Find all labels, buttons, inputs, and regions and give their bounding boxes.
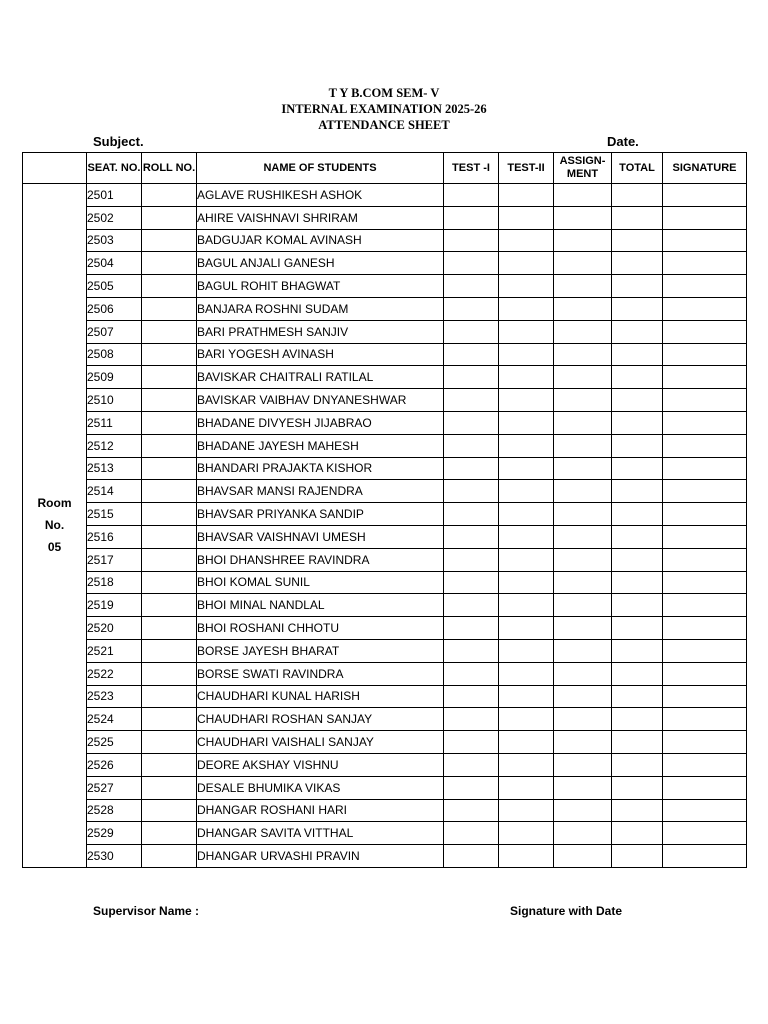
student-name-cell: BORSE SWATI RAVINDRA	[197, 662, 444, 685]
test2-cell[interactable]	[499, 799, 554, 822]
seat-number-cell: 2516	[87, 525, 142, 548]
seat-number-cell: 2509	[87, 366, 142, 389]
seat-number-cell: 2510	[87, 389, 142, 412]
test2-cell[interactable]	[499, 776, 554, 799]
roll-number-cell[interactable]	[142, 503, 197, 526]
assignment-cell[interactable]	[554, 184, 612, 207]
roll-number-cell[interactable]	[142, 252, 197, 275]
assignment-cell[interactable]	[554, 389, 612, 412]
table-row	[23, 320, 747, 343]
assignment-cell[interactable]	[554, 799, 612, 822]
table-row	[23, 571, 747, 594]
signature-cell[interactable]	[663, 366, 747, 389]
student-name-cell: BAGUL ANJALI GANESH	[197, 252, 444, 275]
roll-number-cell[interactable]	[142, 297, 197, 320]
test1-cell[interactable]	[444, 685, 499, 708]
student-name-cell: DEORE AKSHAY VISHNU	[197, 753, 444, 776]
test1-cell[interactable]	[444, 776, 499, 799]
test2-cell[interactable]	[499, 845, 554, 868]
student-name-cell: DHANGAR SAVITA VITTHAL	[197, 822, 444, 845]
table-row	[23, 275, 747, 298]
seat-no-header: SEAT. NO.	[87, 153, 142, 184]
signature-cell[interactable]	[663, 548, 747, 571]
room-label-line: Room	[37, 496, 72, 511]
seat-number-cell: 2526	[87, 753, 142, 776]
signature-cell[interactable]	[663, 799, 747, 822]
test2-cell[interactable]	[499, 662, 554, 685]
total-cell[interactable]	[612, 548, 663, 571]
total-cell[interactable]	[612, 776, 663, 799]
seat-number-cell: 2525	[87, 731, 142, 754]
test1-cell[interactable]	[444, 184, 499, 207]
test1-cell[interactable]	[444, 662, 499, 685]
signature-cell[interactable]	[663, 594, 747, 617]
table-row	[23, 594, 747, 617]
test2-cell[interactable]	[499, 320, 554, 343]
test2-cell[interactable]	[499, 366, 554, 389]
roll-number-cell[interactable]	[142, 184, 197, 207]
total-cell[interactable]	[612, 753, 663, 776]
table-row	[23, 639, 747, 662]
seat-number-cell: 2506	[87, 297, 142, 320]
student-name-header: NAME OF STUDENTS	[197, 153, 444, 184]
total-cell[interactable]	[612, 411, 663, 434]
signature-cell[interactable]	[663, 320, 747, 343]
seat-number-cell: 2515	[87, 503, 142, 526]
total-cell[interactable]	[612, 206, 663, 229]
table-row	[23, 297, 747, 320]
test1-cell[interactable]	[444, 389, 499, 412]
table-row	[23, 548, 747, 571]
assignment-cell[interactable]	[554, 525, 612, 548]
roll-number-cell[interactable]	[142, 731, 197, 754]
test1-header: TEST -I	[444, 153, 499, 184]
signature-cell[interactable]	[663, 411, 747, 434]
roll-number-cell[interactable]	[142, 685, 197, 708]
table-header-row	[23, 153, 747, 184]
total-cell[interactable]	[612, 252, 663, 275]
test2-cell[interactable]	[499, 297, 554, 320]
seat-number-cell: 2519	[87, 594, 142, 617]
roll-number-cell[interactable]	[142, 480, 197, 503]
room-number-cell	[23, 184, 87, 868]
seat-number-cell: 2513	[87, 457, 142, 480]
roll-number-cell[interactable]	[142, 639, 197, 662]
date-label: Date.	[607, 134, 639, 149]
total-cell[interactable]	[612, 662, 663, 685]
assignment-cell[interactable]	[554, 708, 612, 731]
total-cell[interactable]	[612, 389, 663, 412]
signature-header: SIGNATURE	[663, 153, 747, 184]
assignment-cell[interactable]	[554, 617, 612, 640]
test2-cell[interactable]	[499, 343, 554, 366]
roll-no-header: ROLL NO.	[142, 153, 197, 184]
seat-number-cell: 2523	[87, 685, 142, 708]
seat-number-cell: 2508	[87, 343, 142, 366]
test2-cell[interactable]	[499, 184, 554, 207]
signature-cell[interactable]	[663, 480, 747, 503]
total-cell[interactable]	[612, 184, 663, 207]
table-row	[23, 799, 747, 822]
signature-cell[interactable]	[663, 776, 747, 799]
signature-cell[interactable]	[663, 753, 747, 776]
test2-cell[interactable]	[499, 594, 554, 617]
table-row	[23, 434, 747, 457]
total-cell[interactable]	[612, 503, 663, 526]
total-cell[interactable]	[612, 799, 663, 822]
test2-cell[interactable]	[499, 503, 554, 526]
table-row	[23, 184, 747, 207]
table-row	[23, 731, 747, 754]
assignment-cell[interactable]	[554, 685, 612, 708]
assignment-cell[interactable]	[554, 206, 612, 229]
test2-cell[interactable]	[499, 252, 554, 275]
table-row	[23, 525, 747, 548]
total-cell[interactable]	[612, 594, 663, 617]
test2-cell[interactable]	[499, 822, 554, 845]
signature-cell[interactable]	[663, 708, 747, 731]
student-name-cell: BHANDARI PRAJAKTA KISHOR	[197, 457, 444, 480]
table-row	[23, 411, 747, 434]
seat-number-cell: 2530	[87, 845, 142, 868]
test1-cell[interactable]	[444, 731, 499, 754]
assignment-cell[interactable]	[554, 320, 612, 343]
signature-cell[interactable]	[663, 229, 747, 252]
test2-cell[interactable]	[499, 731, 554, 754]
roll-number-cell[interactable]	[142, 320, 197, 343]
test2-cell[interactable]	[499, 708, 554, 731]
signature-with-date-label: Signature with Date	[510, 904, 623, 918]
roll-number-cell[interactable]	[142, 525, 197, 548]
test2-cell[interactable]	[499, 639, 554, 662]
signature-cell[interactable]	[663, 389, 747, 412]
sheet-title: ATTENDANCE SHEET	[318, 118, 450, 132]
total-cell[interactable]	[612, 229, 663, 252]
seat-number-cell: 2504	[87, 252, 142, 275]
test1-cell[interactable]	[444, 525, 499, 548]
assignment-cell[interactable]	[554, 275, 612, 298]
table-row	[23, 776, 747, 799]
table-row	[23, 252, 747, 275]
assignment-cell[interactable]	[554, 639, 612, 662]
roll-number-cell[interactable]	[142, 822, 197, 845]
seat-number-cell: 2517	[87, 548, 142, 571]
table-row	[23, 822, 747, 845]
total-cell[interactable]	[612, 434, 663, 457]
test2-cell[interactable]	[499, 229, 554, 252]
total-header: TOTAL	[612, 153, 663, 184]
attendance-table	[22, 152, 747, 868]
test2-cell[interactable]	[499, 480, 554, 503]
table-row	[23, 366, 747, 389]
signature-cell[interactable]	[663, 457, 747, 480]
assignment-cell[interactable]	[554, 297, 612, 320]
student-name-cell: DESALE BHUMIKA VIKAS	[197, 776, 444, 799]
signature-cell[interactable]	[663, 685, 747, 708]
total-cell[interactable]	[612, 685, 663, 708]
test1-cell[interactable]	[444, 571, 499, 594]
student-name-cell: BHAVSAR VAISHNAVI UMESH	[197, 525, 444, 548]
test1-cell[interactable]	[444, 275, 499, 298]
test1-cell[interactable]	[444, 799, 499, 822]
roll-number-cell[interactable]	[142, 662, 197, 685]
room-label-line: 05	[47, 540, 62, 555]
assignment-cell[interactable]	[554, 434, 612, 457]
signature-cell[interactable]	[663, 297, 747, 320]
assignment-cell[interactable]	[554, 776, 612, 799]
assignment-cell[interactable]	[554, 366, 612, 389]
test1-cell[interactable]	[444, 753, 499, 776]
test2-cell[interactable]	[499, 206, 554, 229]
test2-cell[interactable]	[499, 434, 554, 457]
seat-number-cell: 2522	[87, 662, 142, 685]
total-cell[interactable]	[612, 457, 663, 480]
student-name-cell: BHAVSAR PRIYANKA SANDIP	[197, 503, 444, 526]
total-cell[interactable]	[612, 320, 663, 343]
total-cell[interactable]	[612, 822, 663, 845]
exam-title: INTERNAL EXAMINATION 2025-26	[281, 102, 487, 116]
student-name-cell: BHADANE DIVYESH JIJABRAO	[197, 411, 444, 434]
seat-number-cell: 2524	[87, 708, 142, 731]
test1-cell[interactable]	[444, 639, 499, 662]
table-row	[23, 480, 747, 503]
roll-number-cell[interactable]	[142, 617, 197, 640]
test1-cell[interactable]	[444, 229, 499, 252]
sheet-class-title: T Y B.COM SEM- V	[328, 86, 440, 100]
table-row	[23, 685, 747, 708]
signature-cell[interactable]	[663, 617, 747, 640]
assignment-cell[interactable]	[554, 548, 612, 571]
signature-cell[interactable]	[663, 275, 747, 298]
test2-cell[interactable]	[499, 389, 554, 412]
student-name-cell: BAVISKAR VAIBHAV DNYANESHWAR	[197, 389, 444, 412]
subject-label: Subject.	[93, 134, 144, 149]
test1-cell[interactable]	[444, 845, 499, 868]
test1-cell[interactable]	[444, 252, 499, 275]
table-row	[23, 753, 747, 776]
signature-cell[interactable]	[663, 731, 747, 754]
test1-cell[interactable]	[444, 434, 499, 457]
table-row	[23, 617, 747, 640]
student-name-cell: DHANGAR URVASHI PRAVIN	[197, 845, 444, 868]
student-name-cell: BARI PRATHMESH SANJIV	[197, 320, 444, 343]
test1-cell[interactable]	[444, 548, 499, 571]
roll-number-cell[interactable]	[142, 708, 197, 731]
table-row	[23, 229, 747, 252]
seat-number-cell: 2520	[87, 617, 142, 640]
assignment-cell[interactable]	[554, 503, 612, 526]
student-name-cell: BHOI MINAL NANDLAL	[197, 594, 444, 617]
total-cell[interactable]	[612, 525, 663, 548]
total-cell[interactable]	[612, 639, 663, 662]
signature-cell[interactable]	[663, 184, 747, 207]
student-name-cell: BADGUJAR KOMAL AVINASH	[197, 229, 444, 252]
roll-number-cell[interactable]	[142, 457, 197, 480]
assignment-cell[interactable]	[554, 229, 612, 252]
roll-number-cell[interactable]	[142, 229, 197, 252]
assignment-cell[interactable]	[554, 252, 612, 275]
signature-cell[interactable]	[663, 206, 747, 229]
roll-number-cell[interactable]	[142, 753, 197, 776]
test1-cell[interactable]	[444, 617, 499, 640]
test1-cell[interactable]	[444, 708, 499, 731]
signature-cell[interactable]	[663, 639, 747, 662]
signature-cell[interactable]	[663, 503, 747, 526]
roll-number-cell[interactable]	[142, 275, 197, 298]
total-cell[interactable]	[612, 297, 663, 320]
test2-cell[interactable]	[499, 753, 554, 776]
table-row	[23, 206, 747, 229]
test2-cell[interactable]	[499, 525, 554, 548]
total-cell[interactable]	[612, 343, 663, 366]
table-row	[23, 708, 747, 731]
student-name-cell: BORSE JAYESH BHARAT	[197, 639, 444, 662]
seat-number-cell: 2529	[87, 822, 142, 845]
student-name-cell: BHADANE JAYESH MAHESH	[197, 434, 444, 457]
roll-number-cell[interactable]	[142, 206, 197, 229]
roll-number-cell[interactable]	[142, 343, 197, 366]
roll-number-cell[interactable]	[142, 571, 197, 594]
test2-cell[interactable]	[499, 617, 554, 640]
test1-cell[interactable]	[444, 411, 499, 434]
test2-cell[interactable]	[499, 275, 554, 298]
seat-number-cell: 2521	[87, 639, 142, 662]
signature-cell[interactable]	[663, 845, 747, 868]
test1-cell[interactable]	[444, 343, 499, 366]
seat-number-cell: 2514	[87, 480, 142, 503]
student-name-cell: BARI YOGESH AVINASH	[197, 343, 444, 366]
student-name-cell: BAVISKAR CHAITRALI RATILAL	[197, 366, 444, 389]
assignment-cell[interactable]	[554, 731, 612, 754]
assignment-cell[interactable]	[554, 753, 612, 776]
assignment-cell[interactable]	[554, 480, 612, 503]
test1-cell[interactable]	[444, 822, 499, 845]
test1-cell[interactable]	[444, 206, 499, 229]
seat-number-cell: 2518	[87, 571, 142, 594]
assignment-cell[interactable]	[554, 845, 612, 868]
signature-cell[interactable]	[663, 822, 747, 845]
assignment-cell[interactable]	[554, 571, 612, 594]
assignment-cell[interactable]	[554, 457, 612, 480]
total-cell[interactable]	[612, 845, 663, 868]
table-row	[23, 389, 747, 412]
student-name-cell: BHAVSAR MANSI RAJENDRA	[197, 480, 444, 503]
signature-cell[interactable]	[663, 525, 747, 548]
table-row	[23, 503, 747, 526]
test1-cell[interactable]	[444, 297, 499, 320]
roll-number-cell[interactable]	[142, 389, 197, 412]
assignment-cell[interactable]	[554, 594, 612, 617]
seat-number-cell: 2507	[87, 320, 142, 343]
roll-number-cell[interactable]	[142, 548, 197, 571]
seat-number-cell: 2512	[87, 434, 142, 457]
table-row	[23, 662, 747, 685]
total-cell[interactable]	[612, 708, 663, 731]
roll-number-cell[interactable]	[142, 594, 197, 617]
supervisor-name-label: Supervisor Name :	[93, 904, 200, 918]
student-name-cell: DHANGAR ROSHANI HARI	[197, 799, 444, 822]
total-cell[interactable]	[612, 366, 663, 389]
seat-number-cell: 2501	[87, 184, 142, 207]
seat-number-cell: 2527	[87, 776, 142, 799]
seat-number-cell: 2511	[87, 411, 142, 434]
total-cell[interactable]	[612, 480, 663, 503]
test1-cell[interactable]	[444, 457, 499, 480]
student-name-cell: CHAUDHARI ROSHAN SANJAY	[197, 708, 444, 731]
signature-cell[interactable]	[663, 662, 747, 685]
roll-number-cell[interactable]	[142, 411, 197, 434]
total-cell[interactable]	[612, 571, 663, 594]
student-name-cell: CHAUDHARI KUNAL HARISH	[197, 685, 444, 708]
test2-cell[interactable]	[499, 571, 554, 594]
roll-number-cell[interactable]	[142, 799, 197, 822]
assignment-cell[interactable]	[554, 411, 612, 434]
total-cell[interactable]	[612, 731, 663, 754]
assignment-cell[interactable]	[554, 662, 612, 685]
room-column-header	[23, 153, 87, 184]
assignment-header: ASSIGN-MENT	[554, 153, 612, 184]
student-name-cell: BHOI DHANSHREE RAVINDRA	[197, 548, 444, 571]
table-row	[23, 457, 747, 480]
test2-header: TEST-II	[499, 153, 554, 184]
test2-cell[interactable]	[499, 411, 554, 434]
student-name-cell: BAGUL ROHIT BHAGWAT	[197, 275, 444, 298]
signature-cell[interactable]	[663, 343, 747, 366]
test1-cell[interactable]	[444, 480, 499, 503]
seat-number-cell: 2528	[87, 799, 142, 822]
seat-number-cell: 2502	[87, 206, 142, 229]
table-row	[23, 343, 747, 366]
test2-cell[interactable]	[499, 548, 554, 571]
student-name-cell: AHIRE VAISHNAVI SHRIRAM	[197, 206, 444, 229]
test1-cell[interactable]	[444, 320, 499, 343]
roll-number-cell[interactable]	[142, 845, 197, 868]
seat-number-cell: 2505	[87, 275, 142, 298]
test1-cell[interactable]	[444, 366, 499, 389]
student-name-cell: AGLAVE RUSHIKESH ASHOK	[197, 184, 444, 207]
roll-number-cell[interactable]	[142, 366, 197, 389]
test1-cell[interactable]	[444, 594, 499, 617]
roll-number-cell[interactable]	[142, 434, 197, 457]
total-cell[interactable]	[612, 275, 663, 298]
test1-cell[interactable]	[444, 503, 499, 526]
student-name-cell: BHOI KOMAL SUNIL	[197, 571, 444, 594]
roll-number-cell[interactable]	[142, 776, 197, 799]
room-label-line: No.	[44, 518, 65, 533]
student-name-cell: BANJARA ROSHNI SUDAM	[197, 297, 444, 320]
signature-cell[interactable]	[663, 571, 747, 594]
signature-cell[interactable]	[663, 434, 747, 457]
total-cell[interactable]	[612, 617, 663, 640]
test2-cell[interactable]	[499, 457, 554, 480]
student-name-cell: CHAUDHARI VAISHALI SANJAY	[197, 731, 444, 754]
test2-cell[interactable]	[499, 685, 554, 708]
signature-cell[interactable]	[663, 252, 747, 275]
seat-number-cell: 2503	[87, 229, 142, 252]
table-row	[23, 845, 747, 868]
assignment-cell[interactable]	[554, 343, 612, 366]
assignment-cell[interactable]	[554, 822, 612, 845]
student-name-cell: BHOI ROSHANI CHHOTU	[197, 617, 444, 640]
